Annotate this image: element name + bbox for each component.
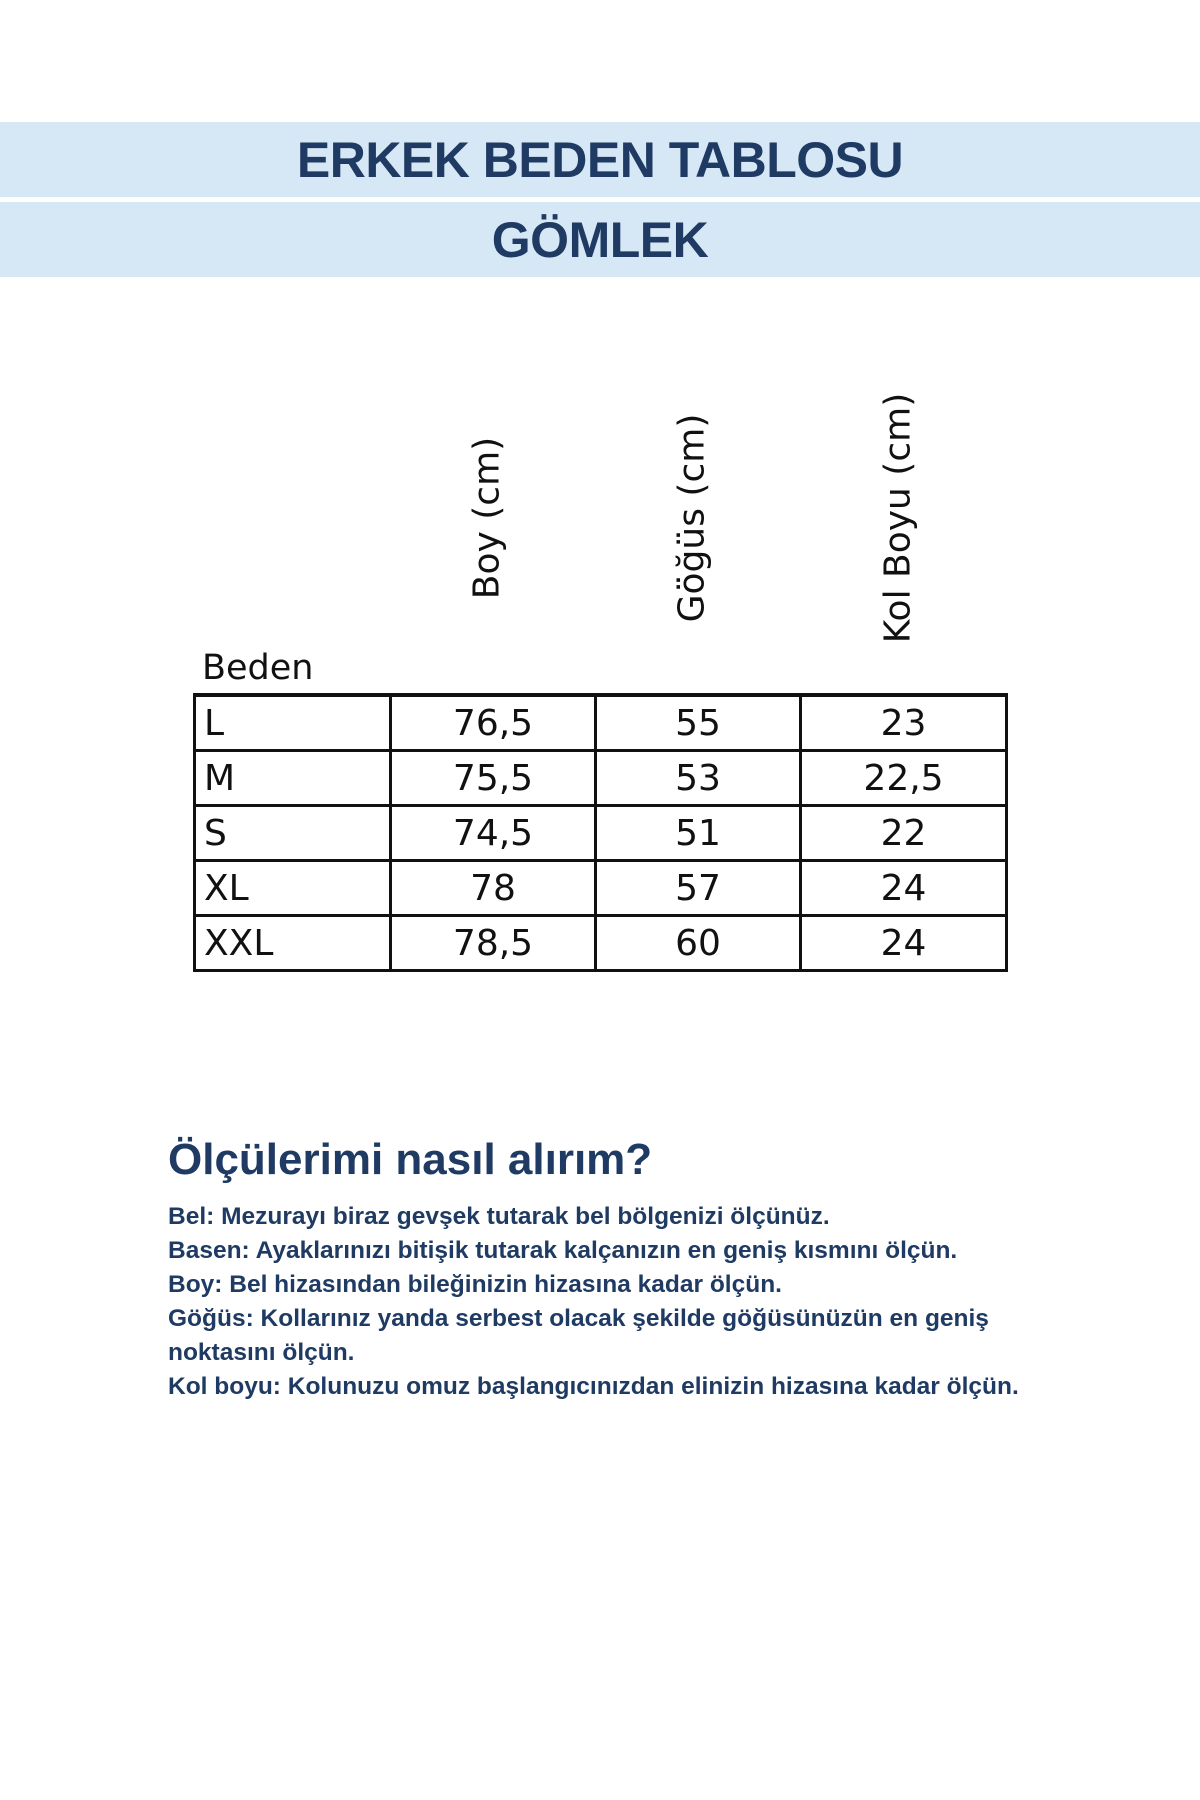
title-band: [0, 122, 1200, 197]
boy-cell: 76,5: [391, 695, 596, 751]
column-header-boy: Boy (cm): [466, 436, 508, 600]
instruction-line: Bel: Mezurayı biraz gevşek tutarak bel bölgenizi ölçünüz.: [168, 1203, 830, 1230]
page-title: ERKEK BEDEN TABLOSU: [296, 131, 904, 188]
kol-boyu-cell: 22,5: [801, 751, 1007, 806]
table-row: [195, 695, 1007, 751]
table-row: [195, 916, 1007, 971]
size-cell: L: [195, 695, 391, 751]
howto-title: Ölçülerimi nasıl alırım?: [168, 1135, 653, 1184]
howto-instructions: [168, 1200, 1068, 1404]
instruction-line: Basen: Ayaklarınızı bitişik tutarak kalçanızın en geniş kısmını ölçün.: [168, 1237, 958, 1264]
boy-cell: 78,5: [391, 916, 596, 971]
gogus-cell: 51: [596, 806, 801, 861]
size-cell: S: [195, 806, 391, 861]
table-row: [195, 861, 1007, 916]
size-table: [193, 693, 1008, 972]
kol-boyu-cell: 22: [801, 806, 1007, 861]
table-row: [195, 806, 1007, 861]
instruction-line: Göğüs: Kollarınız yanda serbest olacak şekilde göğüsünüzün en geniş: [168, 1305, 989, 1332]
gogus-cell: 55: [596, 695, 801, 751]
gogus-cell: 57: [596, 861, 801, 916]
gogus-cell: 60: [596, 916, 801, 971]
size-cell: XL: [195, 861, 391, 916]
column-header-kol-boyu: Kol Boyu (cm): [877, 392, 919, 644]
row-header-label: Beden: [202, 648, 314, 688]
column-header-gogus: Göğüs (cm): [671, 413, 713, 623]
kol-boyu-cell: 24: [801, 916, 1007, 971]
subtitle-band: [0, 202, 1200, 277]
size-cell: M: [195, 751, 391, 806]
instruction-line: noktasını ölçün.: [168, 1339, 355, 1366]
instruction-line: Kol boyu: Kolunuzu omuz başlangıcınızdan elinizin hizasına kadar ölçün.: [168, 1373, 1019, 1400]
size-cell: XXL: [195, 916, 391, 971]
gogus-cell: 53: [596, 751, 801, 806]
instruction-line: Boy: Bel hizasından bileğinizin hizasına kadar ölçün.: [168, 1271, 782, 1298]
page-subtitle: GÖMLEK: [491, 211, 709, 268]
boy-cell: 75,5: [391, 751, 596, 806]
kol-boyu-cell: 24: [801, 861, 1007, 916]
boy-cell: 74,5: [391, 806, 596, 861]
kol-boyu-cell: 23: [801, 695, 1007, 751]
table-row: [195, 751, 1007, 806]
boy-cell: 78: [391, 861, 596, 916]
